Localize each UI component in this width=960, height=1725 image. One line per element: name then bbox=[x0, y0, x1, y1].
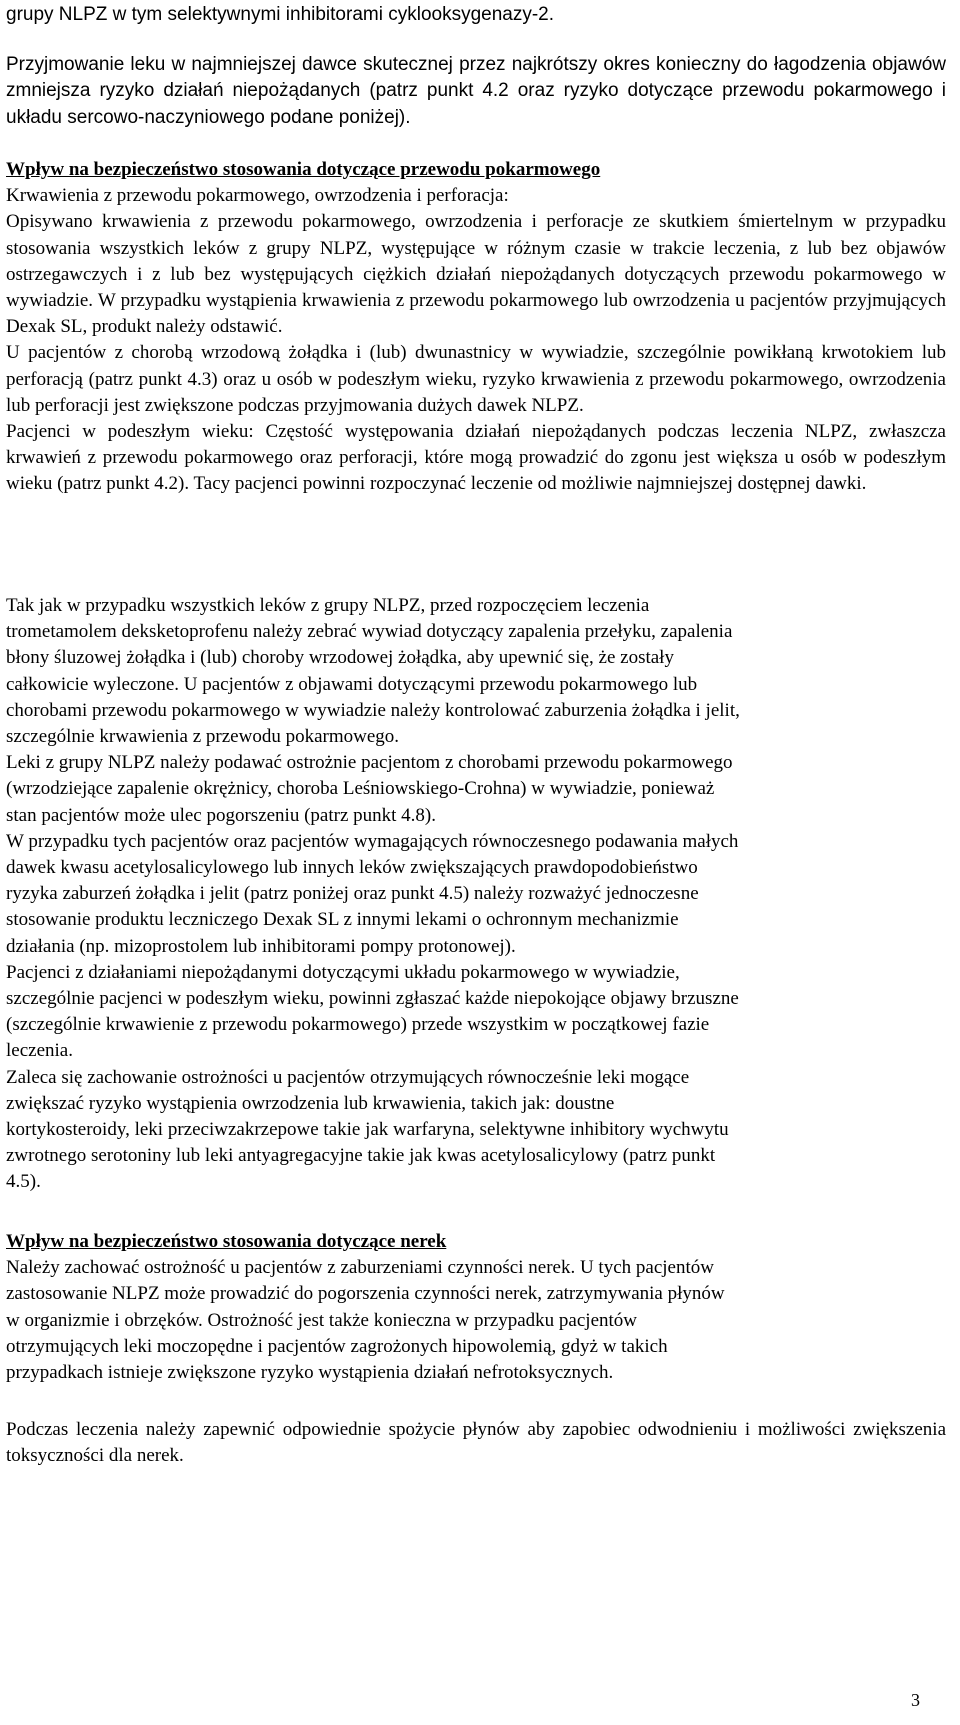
gi-more-line: zwiększać ryzyko wystąpienia owrzodzenia lub krwawienia, takich jak: doustne bbox=[6, 1092, 615, 1114]
gi-more-line: Zaleca się zachowanie ostrożności u pacjentów otrzymujących równocześnie leki mogące bbox=[6, 1066, 690, 1088]
kidney-section bbox=[6, 1229, 946, 1386]
gi-more-line: stosowanie produktu leczniczego Dexak SL z innymi lekami o ochronnym mechanizmie bbox=[6, 909, 679, 931]
gi-more-section bbox=[6, 593, 946, 1196]
page-number: 3 bbox=[911, 1690, 920, 1710]
kidney-line: Należy zachować ostrożność u pacjentów z zaburzeniami czynności nerek. U tych pacjentów bbox=[6, 1257, 714, 1279]
gi-more-line: trometamolem deksketoprofenu należy zebrać wywiad dotyczący zapalenia przełyku, zapalenia bbox=[6, 621, 733, 643]
gi-more-line: kortykosteroidy, leki przeciwzakrzepowe takie jak warfaryna, selektywne inhibitory wychwytu bbox=[6, 1119, 729, 1141]
kidney-section-heading: Wpływ na bezpieczeństwo stosowania dotyczące nerek bbox=[6, 1231, 447, 1252]
gi-more-line: dawek kwasu acetylosalicylowego lub innych leków zwiększających prawdopodobieństwo bbox=[6, 857, 698, 879]
gi-more-line: chorobami przewodu pokarmowego w wywiadzie należy kontrolować zaburzenia żołądka i jelit, bbox=[6, 699, 740, 721]
gi-more-line: W przypadku tych pacjentów oraz pacjentów wymagających równoczesnego podawania małych bbox=[6, 830, 739, 852]
gi-more-line: błony śluzowej żołądka i (lub) choroby wrzodowej żołądka, aby upewnić się, że zostały bbox=[6, 647, 674, 669]
gi-section-subheading: Krwawienia z przewodu pokarmowego, owrzodzenia i perforacja: bbox=[6, 185, 509, 207]
gi-paragraph-1: Opisywano krwawienia z przewodu pokarmowego, owrzodzenia i perforacje ze skutkiem śmiertelnym w przypadku stosowania wszystkich leków z grupy NLPZ, występujące w różnym czasie w trakcie leczenia, z lub bez objawów ostrzegawczych i z lub bez występujących ciężkich działań niepożądanych dotyczących przewodu pokarmowego w wywiadzie. W przypadku wystąpienia krwawienia z przewodu pokarmowego lub owrzodzenia u pacjentów przyjmujących Dexak SL, produkt należy odstawić. bbox=[6, 211, 946, 338]
gi-more-line: działania (np. mizoprostolem lub inhibitorami pompy protonowej). bbox=[6, 935, 516, 957]
kidney-paragraph-2: Podczas leczenia należy zapewnić odpowiednie spożycie płynów aby zapobiec odwodnieniu i możliwości zwiększenia toksyczności dla nerek. bbox=[6, 1419, 946, 1467]
intro-first-line: grupy NLPZ w tym selektywnymi inhibitorami cyklooksygenazy-2. bbox=[6, 4, 555, 25]
kidney-line: otrzymujących leki moczopędne i pacjentów zagrożonych hipowolemią, gdyż w takich bbox=[6, 1335, 668, 1357]
gi-more-line: zwrotnego serotoniny lub leki antyagregacyjne takie jak kwas acetylosalicylowy (patrz punkt bbox=[6, 1145, 716, 1167]
gi-more-line: Tak jak w przypadku wszystkich leków z grupy NLPZ, przed rozpoczęciem leczenia bbox=[6, 595, 650, 616]
kidney-line: przypadkach istnieje zwiększone ryzyko wystąpienia działań nefrotoksycznych. bbox=[6, 1362, 614, 1384]
gi-more-line: Leki z grupy NLPZ należy podawać ostrożnie pacjentom z chorobami przewodu pokarmowego bbox=[6, 752, 733, 774]
kidney-line: w organizmie i obrzęków. Ostrożność jest także konieczna w przypadku pacjentów bbox=[6, 1309, 637, 1331]
kidney-line: zastosowanie NLPZ może prowadzić do pogorszenia czynności nerek, zatrzymywania płynów bbox=[6, 1283, 725, 1305]
gi-section bbox=[6, 157, 946, 498]
intro-paragraph: Przyjmowanie leku w najmniejszej dawce skutecznej przez najkrótszy okres konieczny do łagodzenia objawów zmniejsza ryzyko działań niepożądanych (patrz punkt 4.2 oraz ryzyko dotyczące przewodu pokarmowego i układu sercowo-naczyniowego podane poniżej). bbox=[6, 54, 946, 128]
gi-more-line: ryzyka zaburzeń żołądka i jelit (patrz poniżej oraz punkt 4.5) należy rozważyć jednoczesne bbox=[6, 883, 699, 905]
gi-more-line: leczenia. bbox=[6, 1040, 73, 1062]
gi-more-line: (szczególnie krwawienie z przewodu pokarmowego) przede wszystkim w początkowej fazie bbox=[6, 1014, 710, 1036]
gi-more-line: szczególnie krwawienia z przewodu pokarmowego. bbox=[6, 726, 400, 748]
gi-more-line: (wrzodziejące zapalenie okrężnicy, choroba Leśniowskiego-Crohna) w wywiadzie, ponieważ bbox=[6, 778, 715, 800]
gi-section-heading: Wpływ na bezpieczeństwo stosowania dotyczące przewodu pokarmowego bbox=[6, 159, 601, 180]
gi-more-line: stan pacjentów może ulec pogorszeniu (patrz punkt 4.8). bbox=[6, 804, 436, 826]
gi-paragraph-2: U pacjentów z chorobą wrzodową żołądka i (lub) dwunastnicy w wywiadzie, szczególnie powikłaną krwotokiem lub perforacją (patrz punkt 4.3) oraz u osób w podeszłym wieku, ryzyko krwawienia z przewodu pokarmowego, owrzodzenia lub perforacji jest zwiększone podczas przyjmowania dużych dawek NLPZ. bbox=[6, 342, 946, 416]
gi-more-line: szczególnie pacjenci w podeszłym wieku, powinni zgłaszać każde niepokojące objawy brzuszne bbox=[6, 988, 739, 1010]
gi-more-line: 4.5). bbox=[6, 1171, 41, 1193]
gi-paragraph-3: Pacjenci w podeszłym wieku: Częstość występowania działań niepożądanych podczas leczenia NLPZ, zwłaszcza krwawień z przewodu pokarmowego oraz perforacji, które mogą prowadzić do zgonu jest większa u osób w podeszłym wieku (patrz punkt 4.2). Tacy pacjenci powinni rozpoczynać leczenie od możliwie najmniejszej dostępnej dawki. bbox=[6, 421, 946, 495]
gi-more-line: całkowicie wyleczone. U pacjentów z objawami dotyczącymi przewodu pokarmowego lub bbox=[6, 673, 698, 695]
gi-more-line: Pacjenci z działaniami niepożądanymi dotyczącymi układu pokarmowego w wywiadzie, bbox=[6, 961, 680, 983]
